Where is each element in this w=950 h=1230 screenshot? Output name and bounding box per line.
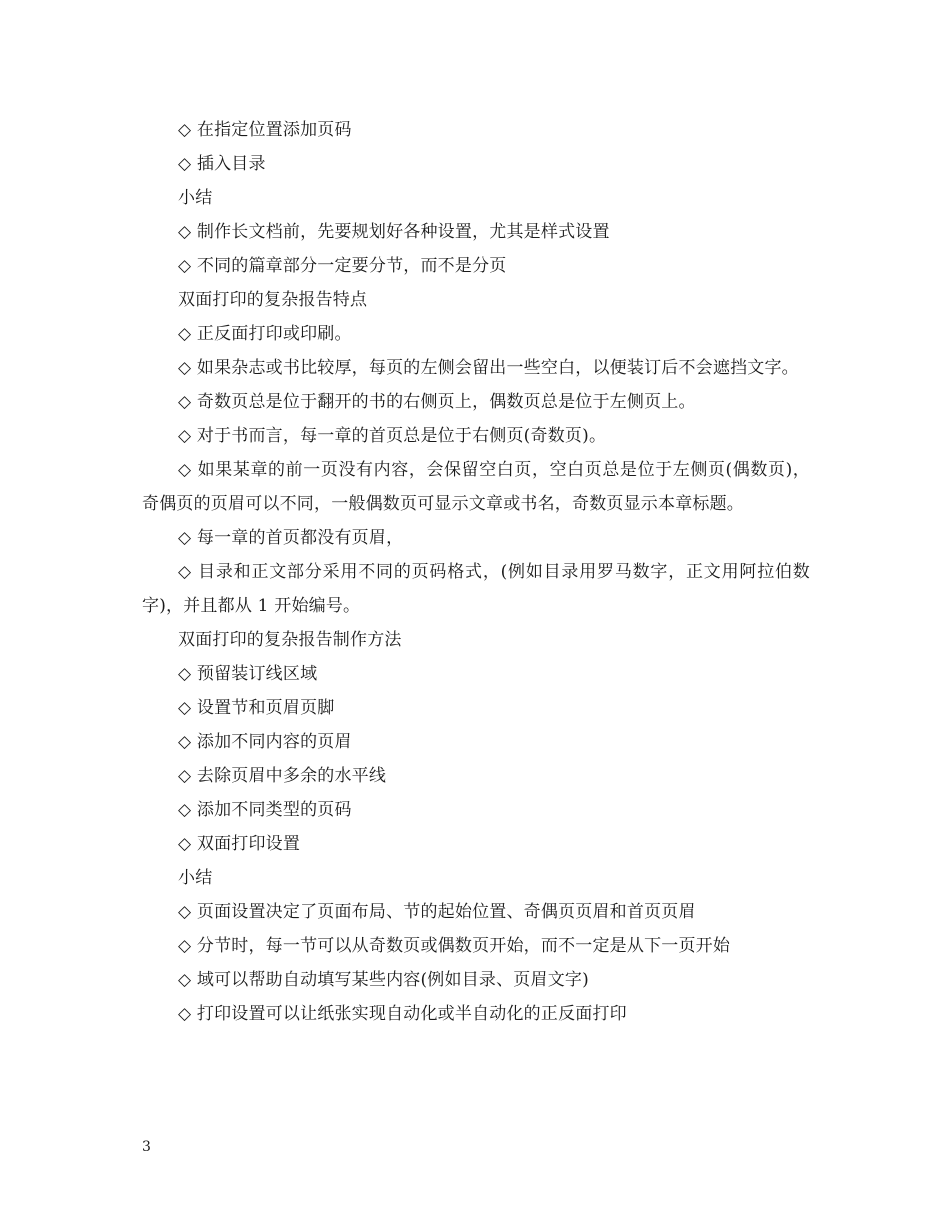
paragraph: ◇ 制作长文档前，先要规划好各种设置，尤其是样式设置 — [178, 222, 610, 242]
paragraph: ◇ 每一章的首页都没有页眉， — [178, 528, 404, 548]
paragraph: ◇ 在指定位置添加页码 — [178, 120, 352, 140]
section-heading: 小结 — [178, 868, 213, 888]
document-body — [142, 113, 810, 1031]
paragraph: ◇ 添加不同内容的页眉 — [178, 732, 352, 752]
section-heading: 双面打印的复杂报告特点 — [178, 290, 368, 310]
paragraph: ◇ 插入目录 — [178, 154, 266, 174]
paragraph: ◇ 域可以帮助自动填写某些内容(例如目录、页眉文字) — [178, 970, 589, 990]
paragraph: ◇ 去除页眉中多余的水平线 — [178, 766, 387, 786]
paragraph: ◇ 打印设置可以让纸张实现自动化或半自动化的正反面打印 — [178, 1004, 627, 1024]
paragraph: ◇ 奇数页总是位于翻开的书的右侧页上，偶数页总是位于左侧页上。 — [178, 392, 696, 412]
section-heading: 双面打印的复杂报告制作方法 — [178, 630, 402, 650]
section-heading: 小结 — [178, 188, 213, 208]
paragraph: ◇ 正反面打印或印刷。 — [178, 324, 352, 344]
paragraph: ◇ 添加不同类型的页码 — [178, 800, 352, 820]
paragraph: ◇ 如果杂志或书比较厚，每页的左侧会留出一些空白，以便装订后不会遮挡文字。 — [178, 358, 799, 378]
paragraph: ◇ 双面打印设置 — [178, 834, 301, 854]
paragraph: ◇ 预留装订线区域 — [178, 664, 318, 684]
paragraph: ◇ 设置节和页眉页脚 — [178, 698, 335, 718]
paragraph: ◇ 如果某章的前一页没有内容，会保留空白页，空白页总是位于左侧页(偶数页)，奇偶页的页眉可以不同，一般偶数页可显示文章或书名，奇数页显示本章标题。 — [142, 460, 810, 514]
paragraph: ◇ 不同的篇章部分一定要分节，而不是分页 — [178, 256, 507, 276]
paragraph: ◇ 对于书而言，每一章的首页总是位于右侧页(奇数页)。 — [178, 426, 607, 446]
page-number: 3 — [142, 1139, 151, 1155]
paragraph: ◇ 分节时，每一节可以从奇数页或偶数页开始，而不一定是从下一页开始 — [178, 936, 731, 956]
paragraph: ◇ 页面设置决定了页面布局、节的起始位置、奇偶页页眉和首页页眉 — [178, 902, 696, 922]
paragraph: ◇ 目录和正文部分采用不同的页码格式，(例如目录用罗马数字，正文用阿拉伯数字)，并且都从 1 开始编号。 — [142, 562, 810, 616]
